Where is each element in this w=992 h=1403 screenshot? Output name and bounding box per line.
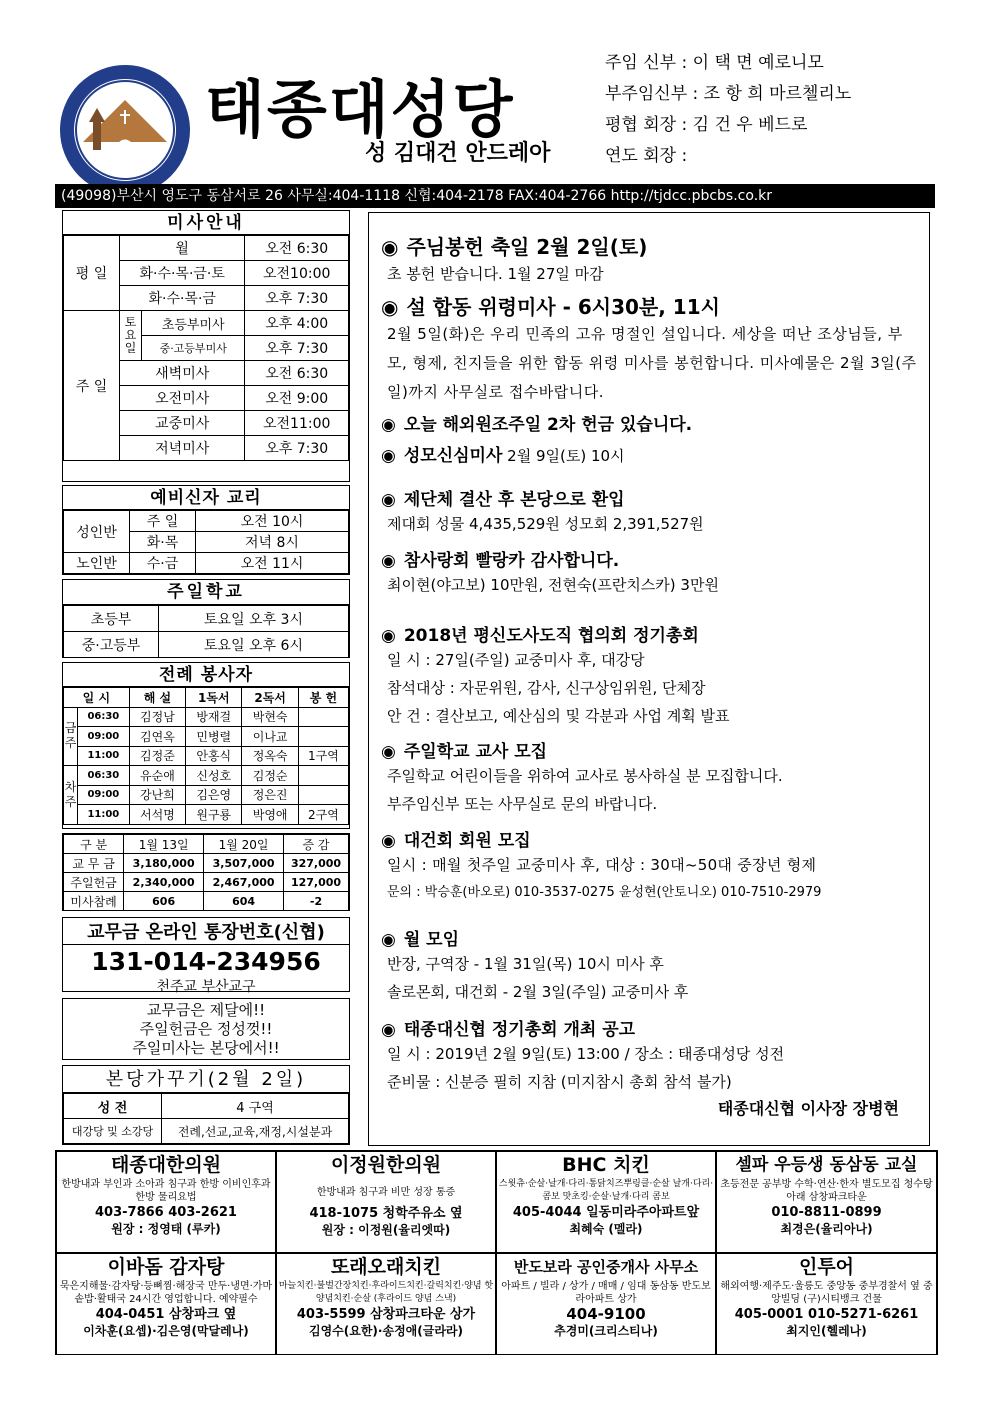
staff-row: 연도 회장 : bbox=[605, 146, 688, 166]
parish-name: 태종대성당 bbox=[205, 73, 515, 146]
mass-schedule: 미사안내 평 일 월 오전 6:30 화·수·목·금·토 오전10:00 화·수·목·금 오후 7:30 주 일 토요일 초등부미사 오후 4:00 중·고등부미사 오후 7:30 새벽미사 오전 6:30 오전미사 오전 9:00 교중미사 오전11:00 저녁미사 오후 7:30 bbox=[62, 210, 350, 482]
bullet-icon: ◉ bbox=[381, 930, 396, 950]
news-item: ◉ 제단체 결산 후 본당으로 환입 제대회 성물 4,435,529원 성모회 2,391,527원 bbox=[381, 490, 704, 533]
news-item: ◉ 월 모임 반장, 구역장 - 1월 31일(목) 10시 미사 후 솔로몬회, 대건회 - 2월 3일(주일) 교중미사 후 bbox=[381, 930, 689, 1001]
staff-row: 부주임신부 : 조 항 희 마르첼리노 bbox=[605, 84, 852, 104]
account-number: 131-014-234956 bbox=[91, 947, 321, 976]
ad-card: BHC 치킨 스윗츄·순살·날개·다리·통닭치즈뿌링클·순살 날개·다리·콤보 맛초킹·순살·날개·다리 콤보 405-4044 일동미라주아파트앞 최혜숙 (멜라) bbox=[496, 1151, 716, 1253]
advertisements bbox=[55, 1150, 938, 1355]
finance-table: 구 분 1월 13일 1월 20일 증 감 교 무 금 3,180,000 3,507,000 327,000 주일헌금 2,340,000 2,467,000 127,000 미사참례 606 604 -2 bbox=[62, 833, 350, 911]
ad-card: 이바돔 감자탕 묵은지해물·감자탕·등뼈찜·해장국 만두·냉면·가마솥밥·활태국 24시간 영업합니다. 예약필수 404-0451 삼창파크 옆 이차훈(요셉)·김은영(막달레나) bbox=[56, 1253, 276, 1355]
ad-card: 인투어 해외여행·제주도·울릉도 중앙동 중부경찰서 옆 중앙빌딩 (구)시티뱅크 건물 405-0001 010-5271-6261 최지인(헬레나) bbox=[716, 1253, 937, 1355]
header bbox=[55, 40, 935, 185]
ad-card: 또래오래치킨 마늘치킨·불벌간장치킨·후라이드치킨·갈릭치킨·양념 핫양념치킨·순살 (후라이드 양념 스낵) 403-5599 삼창파크타운 상가 김영수(요한)·송정애(글라라) bbox=[276, 1253, 496, 1355]
ad-card: 셀파 우등생 동삼동 교실 초등전문 공부방 수학·연산·한자 별도모집 청수탕 아래 삼창파크타운 010-8811-0899 최경은(율리아나) bbox=[716, 1151, 937, 1253]
bullet-icon: ◉ bbox=[381, 295, 399, 319]
liturgy-servers: 전례 봉사자 일 시 해 설 1독서 2독서 봉 헌 금주 06:30 김정남 방재걸 박현숙 09:00 김연옥 민병렬 이나교 11:00 김정준 안홍식 정옥숙 1구역 차주 06:30 유순애 신성호 김정순 09:00 강난희 김은영 정은진 11:00 서석명 원구룡 박영애 2구역 bbox=[62, 662, 350, 829]
patron-saint: 성 김대건 안드레아 bbox=[365, 141, 551, 166]
catechumen-schedule: 예비신자 교리 성인반 주 일 오전 10시 화·목 저녁 8시 노인반 수·금 오전 11시 bbox=[62, 485, 350, 575]
news-item: ◉ 태종대신협 정기총회 개최 공고 일 시 : 2019년 2월 9일(토) 13:00 / 장소 : 태종대성당 성전 준비물 : 신분증 필히 지참 (미지참시 총회 참석 불가) 태종대신협 이사장 장병현 bbox=[381, 1015, 919, 1119]
ad-card: 태종대한의원 한방내과 부인과 소아과 침구과 한방 이비인후과 한방 물리요법 403-7866 403-2621 원장 : 정영태 (루카) bbox=[56, 1151, 276, 1253]
sunday-label: 주 일 bbox=[64, 311, 120, 461]
bullet-icon: ◉ bbox=[381, 446, 396, 466]
announcements bbox=[368, 212, 930, 1146]
cleaning-duty: 본당가꾸기(2월 2일) 성 전 4 구역 대강당 및 소강당 전례,선교,교육,재정,시설분과 bbox=[62, 1065, 350, 1145]
news-item: ◉ 주님봉헌 축일 2월 2일(토) 초 봉헌 받습니다. 1월 27일 마감 bbox=[381, 235, 648, 283]
weekday-label: 평 일 bbox=[64, 236, 120, 311]
bullet-icon: ◉ bbox=[381, 626, 396, 646]
ad-card: 반도보라 공인중개사 사무소 아파트 / 빌라 / 상가 / 매매 / 임대 동삼동 반도보라아파트 상가 404-9100 추경미(크리스티나) bbox=[496, 1253, 716, 1355]
ad-card: 이정원한의원 한방내과 침구과 비만 성장 통증 418-1075 청학주유소 옆 원장 : 이정원(율리엣따) bbox=[276, 1151, 496, 1253]
mass-title: 미사안내 bbox=[63, 211, 349, 235]
account-holder: 천주교 부산교구 bbox=[156, 979, 256, 995]
news-item: ◉ 오늘 해외원조주일 2차 헌금 있습니다. bbox=[381, 415, 693, 435]
staff-row: 주임 신부 : 이 택 면 예로니모 bbox=[605, 53, 824, 73]
staff-row: 평협 회장 : 김 건 우 베드로 bbox=[605, 115, 808, 135]
news-item: ◉ 대건회 회원 모집 일시 : 매월 첫주일 교중미사 후, 대상 : 30대~50대 중장년 형제 문의 : 박승훈(바오로) 010-3537-0275 윤성현(안토니오) 010-7510-2979 bbox=[381, 831, 822, 900]
address-bar: (49098)부산시 영도구 동삼서로 26 사무실:404-1118 신협:404-2178 FAX:404-2766 http://tjdcc.pbcbs.co.kr bbox=[55, 184, 935, 208]
news-item: ◉ 참사랑회 빨랑카 감사합니다. 최이현(야고보) 10만원, 전현숙(프란치스카) 3만원 bbox=[381, 551, 719, 594]
bullet-icon: ◉ bbox=[381, 415, 396, 435]
bullet-icon: ◉ bbox=[381, 742, 396, 762]
news-item: ◉ 주일학교 교사 모집 주일학교 어린이들을 위하여 교사로 봉사하실 분 모집합니다. 부주임신부 또는 사무실로 문의 바랍니다. bbox=[381, 742, 783, 813]
motto: 교무금은 제달에!! 주일헌금은 정성껏!! 주일미사는 본당에서!! bbox=[62, 998, 350, 1060]
bullet-icon: ◉ bbox=[381, 1020, 396, 1040]
news-item: ◉ 성모신심미사 2월 9일(토) 10시 bbox=[381, 446, 625, 466]
saturday-label: 토요일 bbox=[120, 311, 142, 361]
bullet-icon: ◉ bbox=[381, 551, 396, 571]
account-title: 교무금 온라인 통장번호(신협) bbox=[63, 918, 349, 945]
bullet-icon: ◉ bbox=[381, 490, 396, 510]
church-logo bbox=[55, 60, 195, 200]
bullet-icon: ◉ bbox=[381, 235, 399, 259]
staff-list bbox=[605, 48, 851, 172]
news-item: ◉ 설 합동 위령미사 - 6시30분, 11시 2월 5일(화)은 우리 민족의 고유 명절인 설입니다. 세상을 떠난 조상님들, 부모, 형제, 친지들을 위한 합동 위령 미사를 봉헌합니다. 미사예물은 2월 3일(주일)까지 사무실로 접수바랍니다. bbox=[381, 295, 917, 401]
bullet-icon: ◉ bbox=[381, 831, 396, 851]
sunday-school: 주일학교 초등부 토요일 오후 3시 중·고등부 토요일 오후 6시 bbox=[62, 579, 350, 658]
news-item: ◉ 2018년 평신도사도직 협의회 정기총회 일 시 : 27일(주일) 교중미사 후, 대강당 참석대상 : 자문위원, 감사, 신구상임위원, 단체장 안 건 : 결산보고, 예산심의 및 각분과 사업 계획 발표 bbox=[381, 626, 730, 725]
signature: 태종대신협 이사장 장병현 bbox=[717, 1099, 899, 1118]
account-info bbox=[62, 917, 350, 995]
